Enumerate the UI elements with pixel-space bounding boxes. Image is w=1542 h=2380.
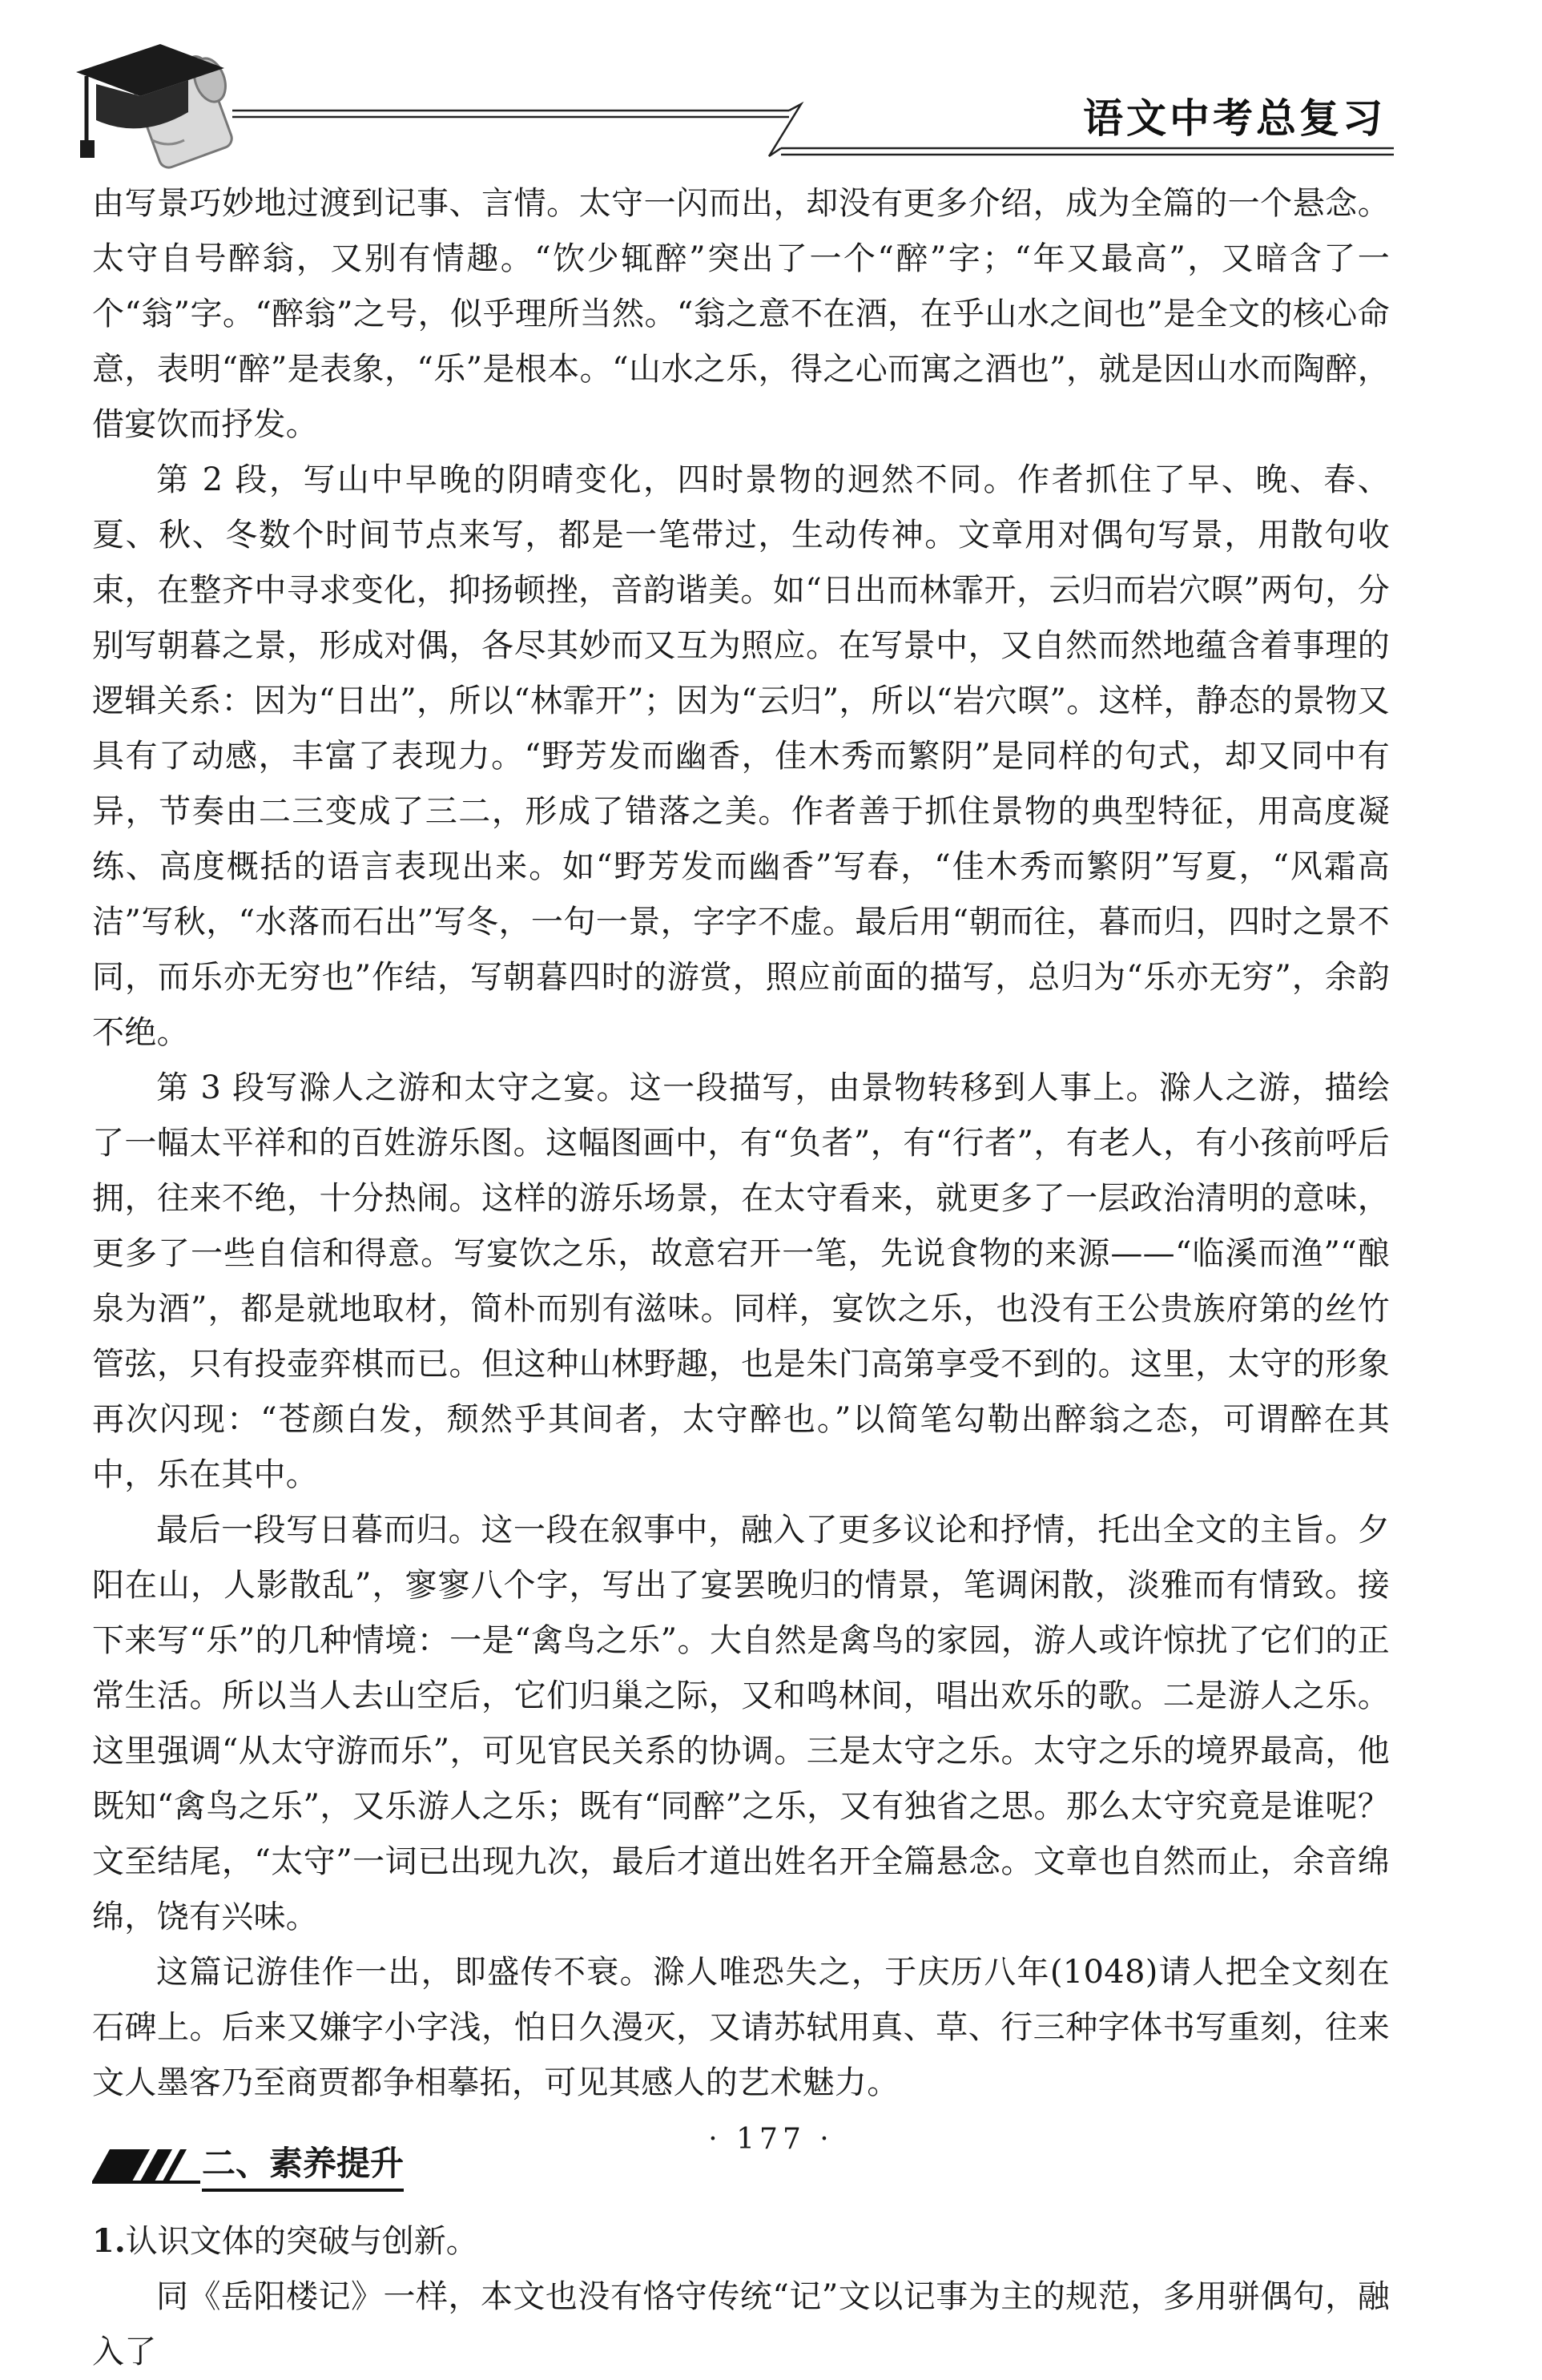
item-number: 1. (92, 2222, 126, 2260)
item-title (92, 2213, 1390, 2269)
paragraph: 第 2 段，写山中早晚的阴晴变化，四时景物的迥然不同。作者抓住了早、晚、春、夏、秋、冬数个时间节点来写，都是一笔带过，生动传神。文章用对偶句写景，用散句收束，在整齐中寻求变化，抑扬顿挫，音韵谐美。如“日出而林霏开，云归而岩穴暝”两句，分别写朝暮之景，形成对偶，各尽其妙而又互为照应。在写景中，又自然而然地蕴含着事理的逻辑关系：因为“日出”，所以“林霏开”；因为“云归”，所以“岩穴暝”。这样，静态的景物又具有了动感，丰富了表现力。“野芳发而幽香，佳木秀而繁阴”是同样的句式，却又同中有异，节奏由二三变成了三二，形成了错落之美。作者善于抓住景物的典型特征，用高度凝练、高度概括的语言表现出来。如“野芳发而幽香”写春，“佳木秀而繁阴”写夏，“风霜高洁”写秋，“水落而石出”写冬，一句一景，字字不虚。最后用“朝而往，暮而归，四时之景不同，而乐亦无穷也”作结，写朝暮四时的游赏，照应前面的描写，总归为“乐亦无穷”，余韵不绝。 (92, 461, 1390, 1051)
paragraph: 这篇记游佳作一出，即盛传不衰。滁人唯恐失之，于庆历八年(1048)请人把全文刻在石碑上。后来又嫌字小字浅，怕日久漫灭，又请苏轼用真、草、行三种字体书写重刻，往来文人墨客乃至商贾都争相摹拓，可见其感人的艺术魅力。 (92, 1954, 1390, 2101)
section-heading-text: 二、素养提升 (202, 2137, 404, 2192)
item-title-text: 认识文体的突破与创新。 (125, 2223, 478, 2260)
header-title: 语文中考总复习 (1083, 95, 1386, 142)
paragraph: 由写景巧妙地过渡到记事、言情。太守一闪而出，却没有更多介绍，成为全篇的一个悬念。太守自号醉翁，又别有情趣。“饮少辄醉”突出了一个“醉”字；“年又最高”，又暗含了一个“翁”字。“醉翁”之号，似乎理所当然。“翁之意不在酒，在乎山水之间也”是全文的核心命意，表明“醉”是表象，“乐”是根本。“山水之乐，得之心而寓之酒也”，就是因山水而陶醉，借宴饮而抒发。 (92, 185, 1390, 443)
paragraph: 同《岳阳楼记》一样，本文也没有恪守传统“记”文以记事为主的规范，多用骈偶句，融入了 (92, 2278, 1390, 2370)
page-content (92, 176, 1390, 2380)
paragraph: 第 3 段写滁人之游和太守之宴。这一段描写，由景物转移到人事上。滁人之游，描绘了一幅太平祥和的百姓游乐图。这幅图画中，有“负者”，有“行者”，有老人，有小孩前呼后拥，往来不绝，十分热闹。这样的游乐场景，在太守看来，就更多了一层政治清明的意味，更多了一些自信和得意。写宴饮之乐，故意宕开一笔，先说食物的来源——“临溪而渔”“酿泉为酒”，都是就地取材，简朴而别有滋味。同样，宴饮之乐，也没有王公贵族府第的丝竹管弦，只有投壶弈棋而已。但这种山林野趣，也是朱门高第享受不到的。这里，太守的形象再次闪现：“苍颜白发，颓然乎其间者，太守醉也。”以简笔勾勒出醉翁之态，可谓醉在其中，乐在其中。 (92, 1069, 1390, 1493)
paragraph: 最后一段写日暮而归。这一段在叙事中，融入了更多议论和抒情，托出全文的主旨。夕阳在山，人影散乱”，寥寥八个字，写出了宴罢晚归的情景，笔调闲散，淡雅而有情致。接下来写“乐”的几种情境：一是“禽鸟之乐”。大自然是禽鸟的家园，游人或许惊扰了它们的正常生活。所以当人去山空后，它们归巢之际，又和鸣林间，唱出欢乐的歌。二是游人之乐。这里强调“从太守游而乐”，可见官民关系的协调。三是太守之乐。太守之乐的境界最高，他既知“禽鸟之乐”，又乐游人之乐；既有“同醉”之乐，又有独省之思。那么太守究竟是谁呢？文至结尾，“太守”一词已出现九次，最后才道出姓名开全篇悬念。文章也自然而止，余音绵绵，饶有兴味。 (92, 1512, 1390, 1935)
page-header (0, 0, 1542, 184)
page-number: · 177 · (708, 2123, 834, 2156)
